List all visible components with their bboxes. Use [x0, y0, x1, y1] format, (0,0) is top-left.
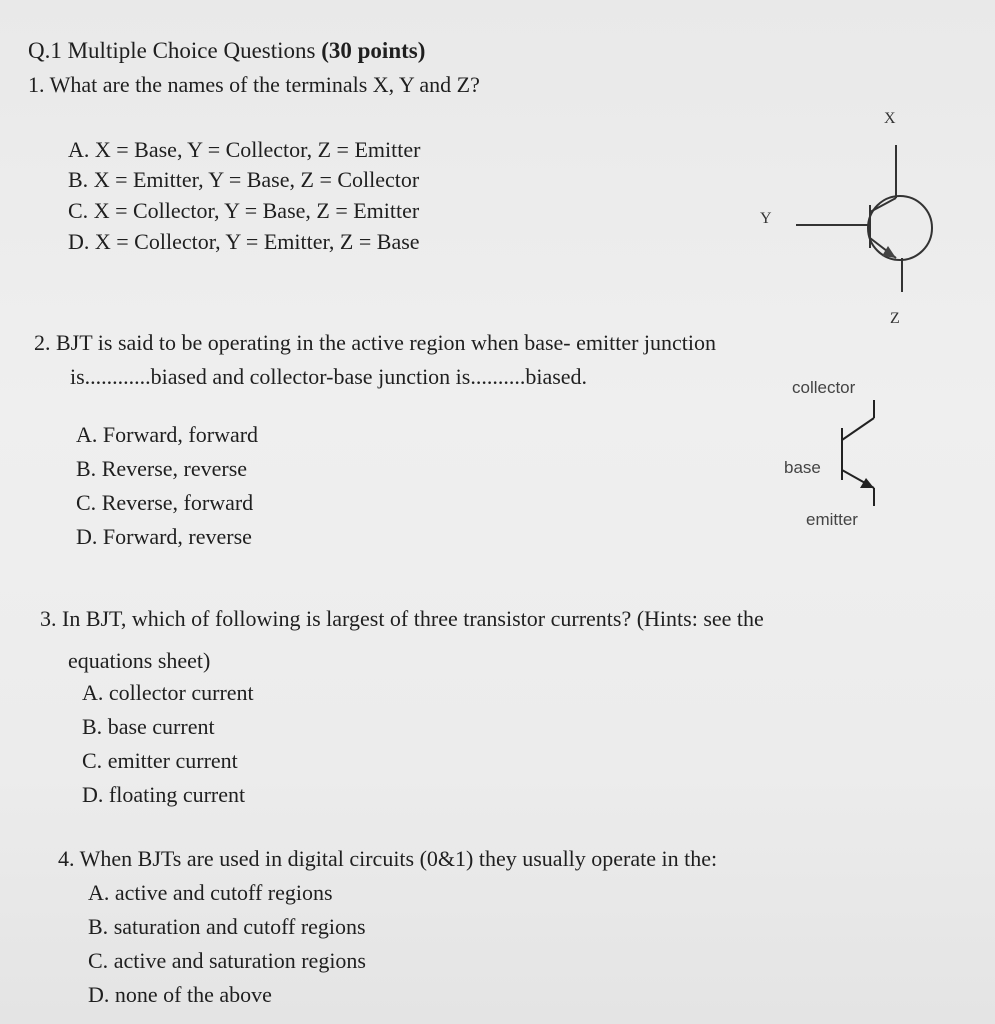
option-letter: C. [68, 198, 89, 223]
emitter-label: emitter [806, 510, 858, 529]
terminal-z-label: Z [890, 310, 900, 327]
question-4 [58, 846, 717, 872]
question-1 [28, 72, 480, 98]
option-letter: D. [68, 229, 90, 254]
option-letter: A. [88, 880, 110, 905]
option-text: base current [107, 714, 215, 739]
option-text: X = Emitter, Y = Base, Z = Collector [93, 167, 420, 192]
question-2-text-1: BJT is said to be operating in the active region when base- emitter junction [56, 330, 717, 355]
question-4-option-d[interactable] [88, 982, 272, 1008]
option-text: X = Collector, Y = Emitter, Z = Base [94, 229, 420, 254]
option-letter: A. [68, 137, 90, 162]
question-3-option-b[interactable] [82, 714, 215, 740]
option-text: Reverse, reverse [101, 456, 248, 481]
title-points: (30 points) [321, 38, 426, 63]
question-3-line-2: equations sheet) [68, 648, 211, 673]
question-4-number: 4. [58, 846, 75, 871]
diagram-emitter-arrow-icon [860, 478, 874, 488]
question-1-option-a[interactable] [68, 137, 420, 163]
question-1-option-c[interactable] [68, 198, 419, 224]
emitter-line [870, 238, 896, 258]
question-1-number: 1. [28, 72, 45, 97]
question-3-option-d[interactable] [82, 782, 245, 808]
option-letter: D. [76, 524, 98, 549]
question-2-number: 2. [34, 330, 51, 355]
title-prefix: Q.1 Multiple Choice Questions [28, 38, 322, 63]
question-3-line-1 [40, 606, 764, 632]
option-text: Forward, forward [102, 422, 259, 447]
option-letter: C. [82, 748, 103, 773]
question-3-text-1: In BJT, which of following is largest of three transistor currents? (Hints: see the [62, 606, 764, 631]
question-4-option-c[interactable] [88, 948, 366, 974]
option-letter: A. [76, 422, 98, 447]
option-text: active and cutoff regions [114, 880, 333, 905]
option-text: floating current [108, 782, 246, 807]
question-2-option-c[interactable] [76, 490, 253, 516]
option-letter: B. [68, 167, 89, 192]
question-1-option-d[interactable] [68, 229, 420, 255]
option-letter: C. [76, 490, 97, 515]
option-text: saturation and cutoff regions [113, 914, 366, 939]
page-title [28, 38, 425, 64]
option-text: Forward, reverse [102, 524, 252, 549]
question-2-option-a[interactable] [76, 422, 258, 448]
option-letter: D. [88, 982, 110, 1007]
terminal-y-label: Y [760, 210, 772, 227]
option-letter: B. [82, 714, 103, 739]
option-letter: C. [88, 948, 109, 973]
question-1-option-b[interactable] [68, 167, 419, 193]
question-4-text: When BJTs are used in digital circuits (0&1) they usually operate in the: [79, 846, 718, 871]
diagram-collector-line [842, 418, 874, 440]
option-text: Reverse, forward [101, 490, 254, 515]
question-2-line-2: is............biased and collector-base junction is..........biased. [70, 364, 588, 389]
option-letter: D. [82, 782, 104, 807]
option-text: emitter current [107, 748, 238, 773]
question-3-option-c[interactable] [82, 748, 238, 774]
collector-label: collector [792, 378, 856, 397]
diagram-emitter-line [842, 470, 874, 488]
option-text: collector current [108, 680, 254, 705]
question-2-option-d[interactable] [76, 524, 252, 550]
question-4-option-a[interactable] [88, 880, 333, 906]
base-label: base [784, 458, 821, 477]
question-3-option-a[interactable] [82, 680, 254, 706]
emitter-arrow-icon [882, 246, 896, 258]
question-1-text: What are the names of the terminals X, Y and Z? [49, 72, 480, 97]
option-letter: A. [82, 680, 104, 705]
option-text: X = Base, Y = Collector, Z = Emitter [94, 137, 421, 162]
option-text: X = Collector, Y = Base, Z = Emitter [93, 198, 420, 223]
question-4-option-b[interactable] [88, 914, 366, 940]
option-letter: B. [88, 914, 109, 939]
question-2-line-1 [34, 330, 716, 356]
question-2-option-b[interactable] [76, 456, 247, 482]
option-text: none of the above [114, 982, 272, 1007]
question-3-number: 3. [40, 606, 57, 631]
collector-line [870, 198, 896, 212]
terminal-x-label: X [884, 110, 896, 127]
option-text: active and saturation regions [113, 948, 366, 973]
option-letter: B. [76, 456, 97, 481]
transistor-envelope [868, 196, 932, 260]
